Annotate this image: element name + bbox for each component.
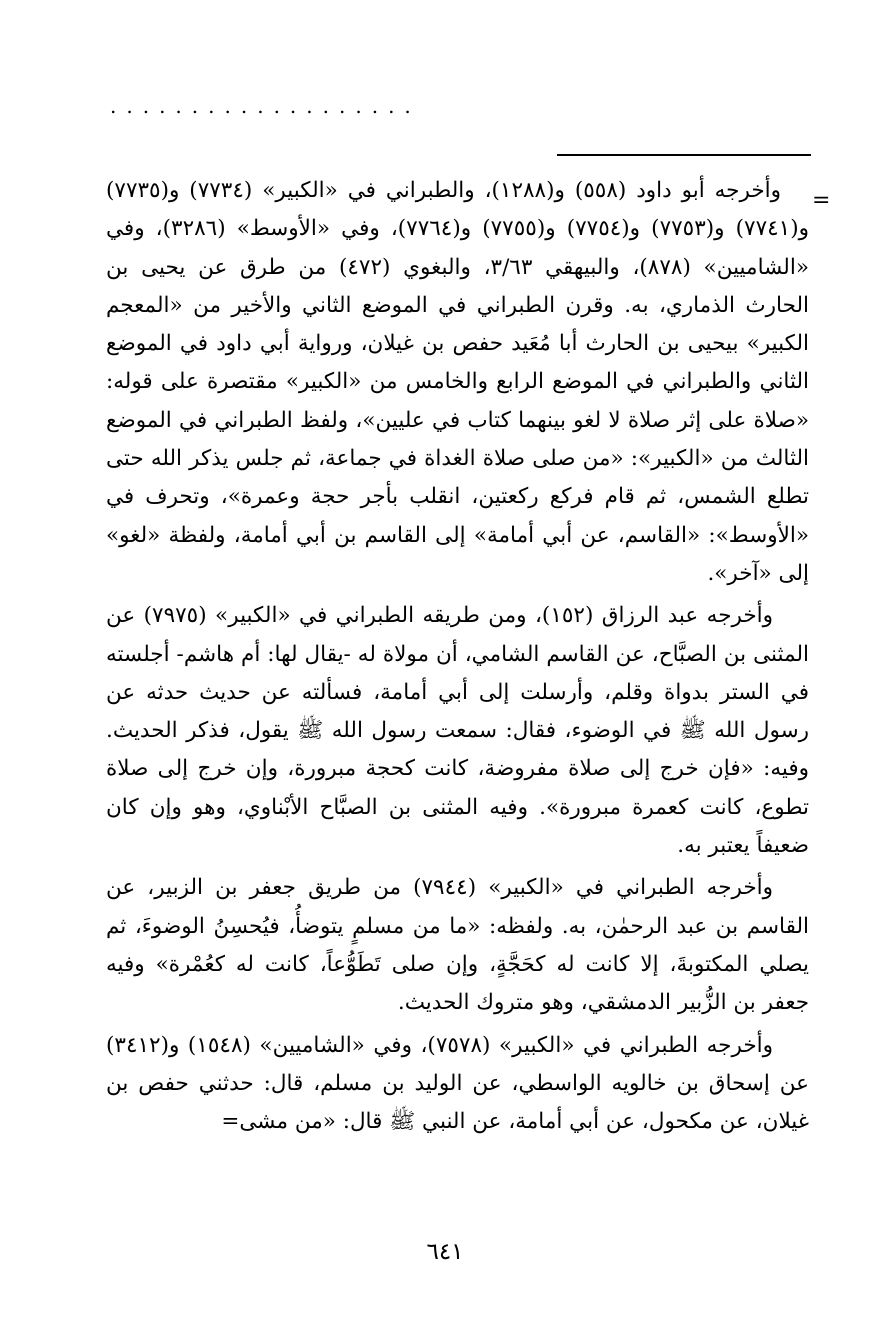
- paragraph-4: وأخرجه الطبراني في «الكبير» (٧٥٧٨)، وفي «الشاميين» (١٥٤٨) و(٣٤١٢) عن إسحاق بن خالويه الواسطي، عن الوليد بن مسلم، قال: حدثني حفص بن غيلان، عن مكحول، عن أبي أمامة، عن النبي ﷺ قال: «من مشى=: [106, 1032, 809, 1135]
- continuation-mark: =: [812, 188, 831, 213]
- page-number: ٦٤١: [426, 1239, 464, 1265]
- separator-dots: ...................: [110, 94, 421, 118]
- paragraph-1: وأخرجه أبو داود (٥٥٨) و(١٢٨٨)، والطبراني في «الكبير» (٧٧٣٤) و(٧٧٣٥) و(٧٧٤١) و(٧٧٥٣) و(٧٧٥٤) و(٧٧٥٥) و(٧٧٦٤)، وفي «الأوسط» (٣٢٨٦)، وفي «الشاميين» (٨٧٨)، والبيهقي ٣/٦٣، والبغوي (٤٧٢) من طرق عن يحيى بن الحارث الذماري، به. وقرن الطبراني في الموضع الثاني والأخير من «المعجم الكبير» بيحيى بن الحارث أبا مُعَيد حفص بن غيلان، ورواية أبي داود في الموضع الثاني والطبراني في الموضع الرابع والخامس من «الكبير» مقتصرة على قوله: «صلاة على إثر صلاة لا لغو بينهما كتاب في عليين»، ولفظ الطبراني في الموضع الثالث من «الكبير»: «من صلى صلاة الغداة في جماعة، ثم جلس يذكر الله حتى تطلع الشمس، ثم قام فركع ركعتين، انقلب بأجر حجة وعمرة»، وتحرف في «الأوسط»: «القاسم، عن أبي أمامة» إلى القاسم بن أبي أمامة، ولفظة «لغو» إلى «آخر».: [106, 178, 810, 586]
- footnote-rule: [557, 154, 811, 156]
- footnote-text: [106, 172, 809, 1141]
- paragraph-2: وأخرجه عبد الرزاق (١٥٢)، ومن طريقه الطبراني في «الكبير» (٧٩٧٥) عن المثنى بن الصبَّاح، عن القاسم الشامي، أن مولاة له -يقال لها: أم هاشم- أجلسته في الستر بدواة وقلم، وأرسلت إلى أبي أمامة، فسألته عن حديث حدثه عن رسول الله ﷺ في الوضوء، فقال: سمعت رسول الله ﷺ يقول، فذكر الحديث. وفيه: «فإن خرج إلى صلاة مفروضة، كانت كحجة مبرورة، وإن خرج إلى صلاة تطوع، كانت كعمرة مبرورة». وفيه المثنى بن الصبَّاح الأبْناوي، وهو وإن كان ضعيفاً يعتبر به.: [106, 603, 809, 859]
- paragraph-3: وأخرجه الطبراني في «الكبير» (٧٩٤٤) من طريق جعفر بن الزبير، عن القاسم بن عبد الرحمٰن، به. ولفظه: «ما من مسلمٍ يتوضأُ، فيُحسِنُ الوضوءَ، ثم يصلي المكتوبةَ، إلا كانت له كحَجَّةٍ، وإن صلى تَطَوُّعاً، كانت له كعُمْرة» وفيه جعفر بن الزُّبير الدمشقي، وهو متروك الحديث.: [106, 875, 809, 1016]
